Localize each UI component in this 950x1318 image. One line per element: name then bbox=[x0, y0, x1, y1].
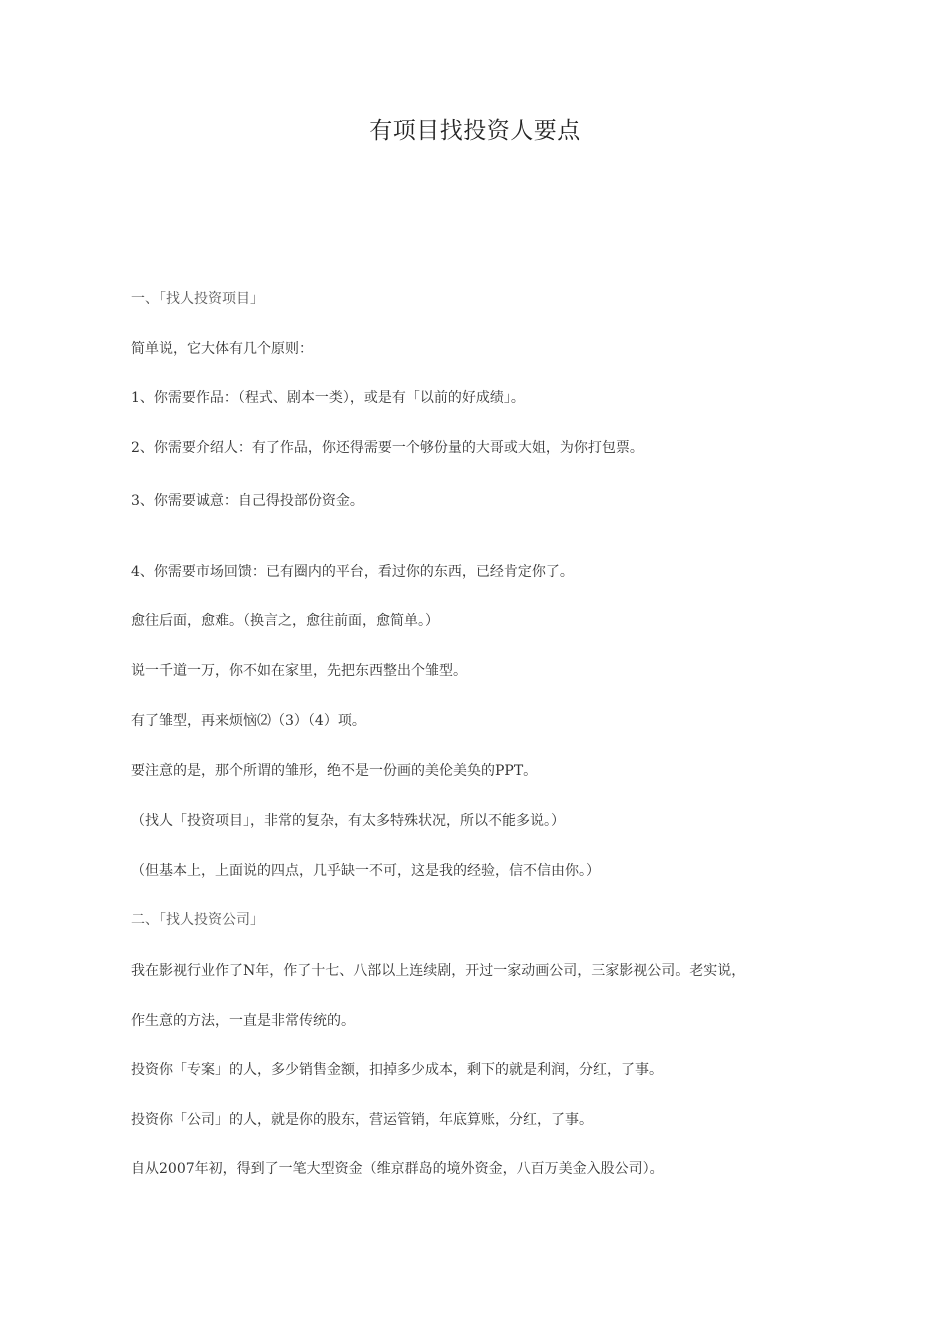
paragraph-complex-note: （找人「投资项目」，非常的复杂，有太多特殊状况，所以不能多说。） bbox=[131, 813, 565, 829]
paragraph-company-investor: 投资你「公司」的人，就是你的股东，营运管销，年底算账，分红，了事。 bbox=[131, 1112, 593, 1128]
section-heading-2: 二、「找人投资公司」 bbox=[131, 912, 264, 928]
paragraph-traditional: 作生意的方法，一直是非常传统的。 bbox=[131, 1013, 355, 1029]
principle-3: 3、你需要诚意：自己得投部份资金。 bbox=[131, 493, 364, 509]
paragraph-2007-funding: 自从2007年初，得到了一笔大型资金（维京群岛的境外资金，八百万美金入股公司）。 bbox=[131, 1161, 664, 1177]
paragraph-ppt-note: 要注意的是，那个所谓的雏形，绝不是一份画的美伦美奂的PPT。 bbox=[131, 763, 538, 779]
principle-1: 1、你需要作品：（程式、剧本一类），或是有「以前的好成绩」。 bbox=[131, 390, 525, 406]
paragraph-background: 我在影视行业作了N年，作了十七、八部以上连续剧，开过一家动画公司，三家影视公司。老实说， bbox=[131, 963, 746, 979]
document-title: 有项目找投资人要点 bbox=[369, 118, 581, 144]
paragraph-experience-note: （但基本上，上面说的四点，几乎缺一不可，这是我的经验，信不信由你。） bbox=[131, 863, 600, 879]
section-heading-1: 一、「找人投资项目」 bbox=[131, 291, 264, 307]
paragraph-difficulty: 愈往后面，愈难。（换言之，愈往前面，愈简单。） bbox=[131, 613, 439, 629]
paragraph-prototype: 说一千道一万，你不如在家里，先把东西整出个雏型。 bbox=[131, 663, 467, 679]
principle-2: 2、你需要介绍人：有了作品，你还得需要一个够份量的大哥或大姐，为你打包票。 bbox=[131, 440, 644, 456]
principle-4: 4、你需要市场回馈：已有圈内的平台，看过你的东西，已经肯定你了。 bbox=[131, 564, 574, 580]
paragraph-project-investor: 投资你「专案」的人，多少销售金额，扣掉多少成本，剩下的就是利润，分红，了事。 bbox=[131, 1062, 663, 1078]
paragraph-intro: 简单说，它大体有几个原则： bbox=[131, 341, 313, 357]
paragraph-next-steps: 有了雏型，再来烦恼⑵（3）（4）项。 bbox=[131, 713, 366, 729]
